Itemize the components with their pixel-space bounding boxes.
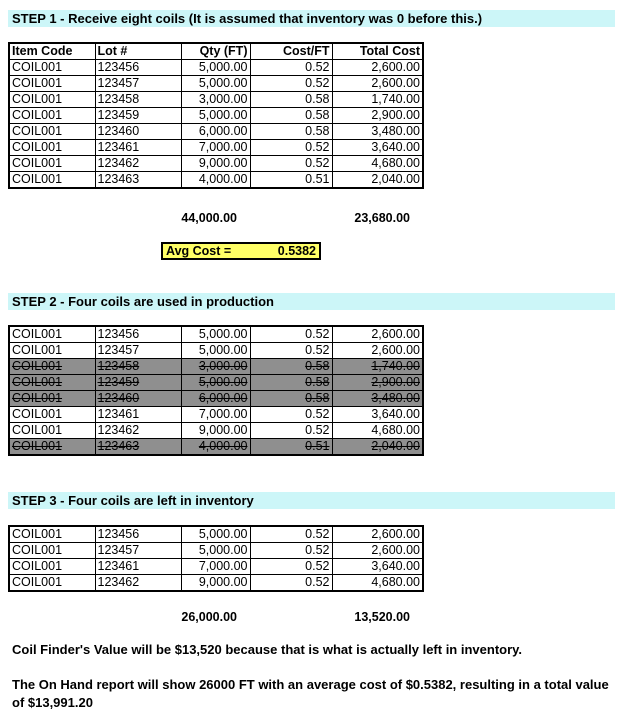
lot-cell: 123461 xyxy=(95,559,181,575)
step1-total-cost: 23,680.00 xyxy=(354,211,410,225)
item-code-cell: COIL001 xyxy=(9,326,95,343)
lot-cell: 123457 xyxy=(95,343,181,359)
lot-cell: 123462 xyxy=(95,156,181,172)
lot-cell: 123463 xyxy=(95,439,181,456)
cost-ft-cell: 0.52 xyxy=(250,575,332,592)
on-hand-note: The On Hand report will show 26000 FT with an average cost of $0.5382, resulting in a total value of $13,991.20 xyxy=(12,677,609,710)
total-cost-cell: 3,480.00 xyxy=(332,391,423,407)
qty-cell: 3,000.00 xyxy=(181,92,250,108)
table-header-row xyxy=(9,43,423,60)
table-row xyxy=(9,343,423,359)
cost-ft-cell: 0.51 xyxy=(250,172,332,189)
cost-ft-cell: 0.52 xyxy=(250,423,332,439)
table-row xyxy=(9,407,423,423)
cost-ft-cell: 0.52 xyxy=(250,407,332,423)
total-cost-cell: 1,740.00 xyxy=(332,359,423,375)
qty-cell: 5,000.00 xyxy=(181,526,250,543)
qty-cell: 7,000.00 xyxy=(181,559,250,575)
step1-total-qty: 44,000.00 xyxy=(181,211,237,225)
qty-cell: 5,000.00 xyxy=(181,60,250,76)
item-code-cell: COIL001 xyxy=(9,439,95,456)
table-row xyxy=(9,359,423,375)
lot-cell: 123459 xyxy=(95,108,181,124)
table-row xyxy=(9,543,423,559)
table-row xyxy=(9,92,423,108)
table-row xyxy=(9,140,423,156)
step1-title: STEP 1 - Receive eight coils (It is assumed that inventory was 0 before this.) xyxy=(8,10,615,27)
table-row xyxy=(9,172,423,189)
item-code-cell: COIL001 xyxy=(9,543,95,559)
step3-table xyxy=(8,525,424,592)
qty-cell: 7,000.00 xyxy=(181,140,250,156)
table-row xyxy=(9,108,423,124)
item-code-cell: COIL001 xyxy=(9,559,95,575)
cost-ft-cell: 0.58 xyxy=(250,124,332,140)
lot-cell: 123456 xyxy=(95,60,181,76)
total-cost-cell: 2,040.00 xyxy=(332,439,423,456)
table-row xyxy=(9,439,423,456)
item-code-cell: COIL001 xyxy=(9,343,95,359)
step2-title: STEP 2 - Four coils are used in production xyxy=(8,293,615,310)
lot-cell: 123457 xyxy=(95,76,181,92)
header-item-code: Item Code xyxy=(9,43,95,60)
step3-total-qty: 26,000.00 xyxy=(181,610,237,624)
total-cost-cell: 3,640.00 xyxy=(332,407,423,423)
total-cost-cell: 2,600.00 xyxy=(332,343,423,359)
total-cost-cell: 3,640.00 xyxy=(332,140,423,156)
cost-ft-cell: 0.52 xyxy=(250,559,332,575)
lot-cell: 123461 xyxy=(95,140,181,156)
cost-ft-cell: 0.52 xyxy=(250,326,332,343)
qty-cell: 3,000.00 xyxy=(181,359,250,375)
total-cost-cell: 2,600.00 xyxy=(332,60,423,76)
table-row xyxy=(9,526,423,543)
cost-ft-cell: 0.58 xyxy=(250,359,332,375)
item-code-cell: COIL001 xyxy=(9,76,95,92)
item-code-cell: COIL001 xyxy=(9,140,95,156)
header-total-cost: Total Cost xyxy=(332,43,423,60)
lot-cell: 123457 xyxy=(95,543,181,559)
table-row xyxy=(9,76,423,92)
item-code-cell: COIL001 xyxy=(9,359,95,375)
lot-cell: 123459 xyxy=(95,375,181,391)
step2-table xyxy=(8,325,424,456)
table-row xyxy=(9,156,423,172)
total-cost-cell: 2,900.00 xyxy=(332,375,423,391)
total-cost-cell: 2,040.00 xyxy=(332,172,423,189)
step1-table xyxy=(8,42,424,189)
item-code-cell: COIL001 xyxy=(9,92,95,108)
table-row xyxy=(9,124,423,140)
table-row xyxy=(9,423,423,439)
qty-cell: 9,000.00 xyxy=(181,423,250,439)
cost-ft-cell: 0.52 xyxy=(250,343,332,359)
lot-cell: 123460 xyxy=(95,391,181,407)
header-lot: Lot # xyxy=(95,43,181,60)
table-row xyxy=(9,326,423,343)
qty-cell: 5,000.00 xyxy=(181,326,250,343)
coil-finder-note: Coil Finder's Value will be $13,520 because that is what is actually left in inventory. xyxy=(12,642,523,657)
qty-cell: 4,000.00 xyxy=(181,172,250,189)
item-code-cell: COIL001 xyxy=(9,423,95,439)
lot-cell: 123462 xyxy=(95,575,181,592)
avg-cost-label: Avg Cost = xyxy=(166,244,232,258)
cost-ft-cell: 0.58 xyxy=(250,108,332,124)
total-cost-cell: 3,480.00 xyxy=(332,124,423,140)
table-row xyxy=(9,375,423,391)
total-cost-cell: 2,600.00 xyxy=(332,76,423,92)
cost-ft-cell: 0.58 xyxy=(250,375,332,391)
cost-ft-cell: 0.52 xyxy=(250,60,332,76)
item-code-cell: COIL001 xyxy=(9,575,95,592)
lot-cell: 123460 xyxy=(95,124,181,140)
total-cost-cell: 2,600.00 xyxy=(332,326,423,343)
total-cost-cell: 1,740.00 xyxy=(332,92,423,108)
table-row xyxy=(9,575,423,592)
header-cost-ft: Cost/FT xyxy=(250,43,332,60)
total-cost-cell: 4,680.00 xyxy=(332,423,423,439)
lot-cell: 123463 xyxy=(95,172,181,189)
total-cost-cell: 4,680.00 xyxy=(332,575,423,592)
total-cost-cell: 2,600.00 xyxy=(332,543,423,559)
table-row xyxy=(9,559,423,575)
qty-cell: 7,000.00 xyxy=(181,407,250,423)
table-row xyxy=(9,391,423,407)
item-code-cell: COIL001 xyxy=(9,526,95,543)
lot-cell: 123458 xyxy=(95,359,181,375)
step3-title: STEP 3 - Four coils are left in inventory xyxy=(8,492,615,509)
cost-ft-cell: 0.52 xyxy=(250,526,332,543)
cost-ft-cell: 0.51 xyxy=(250,439,332,456)
cost-ft-cell: 0.52 xyxy=(250,140,332,156)
item-code-cell: COIL001 xyxy=(9,407,95,423)
cost-ft-cell: 0.58 xyxy=(250,92,332,108)
item-code-cell: COIL001 xyxy=(9,60,95,76)
total-cost-cell: 2,900.00 xyxy=(332,108,423,124)
lot-cell: 123461 xyxy=(95,407,181,423)
qty-cell: 9,000.00 xyxy=(181,156,250,172)
lot-cell: 123456 xyxy=(95,326,181,343)
cost-ft-cell: 0.58 xyxy=(250,391,332,407)
lot-cell: 123462 xyxy=(95,423,181,439)
item-code-cell: COIL001 xyxy=(9,108,95,124)
item-code-cell: COIL001 xyxy=(9,124,95,140)
item-code-cell: COIL001 xyxy=(9,391,95,407)
lot-cell: 123456 xyxy=(95,526,181,543)
header-qty: Qty (FT) xyxy=(181,43,250,60)
qty-cell: 5,000.00 xyxy=(181,343,250,359)
cost-ft-cell: 0.52 xyxy=(250,156,332,172)
qty-cell: 5,000.00 xyxy=(181,543,250,559)
item-code-cell: COIL001 xyxy=(9,172,95,189)
avg-cost-value: 0.5382 xyxy=(277,244,316,258)
step3-total-cost: 13,520.00 xyxy=(354,610,410,624)
cost-ft-cell: 0.52 xyxy=(250,543,332,559)
item-code-cell: COIL001 xyxy=(9,156,95,172)
total-cost-cell: 4,680.00 xyxy=(332,156,423,172)
table-row xyxy=(9,60,423,76)
qty-cell: 5,000.00 xyxy=(181,375,250,391)
qty-cell: 5,000.00 xyxy=(181,76,250,92)
cost-ft-cell: 0.52 xyxy=(250,76,332,92)
total-cost-cell: 2,600.00 xyxy=(332,526,423,543)
total-cost-cell: 3,640.00 xyxy=(332,559,423,575)
qty-cell: 4,000.00 xyxy=(181,439,250,456)
item-code-cell: COIL001 xyxy=(9,375,95,391)
qty-cell: 9,000.00 xyxy=(181,575,250,592)
qty-cell: 6,000.00 xyxy=(181,124,250,140)
qty-cell: 5,000.00 xyxy=(181,108,250,124)
avg-cost-box xyxy=(161,242,321,260)
lot-cell: 123458 xyxy=(95,92,181,108)
qty-cell: 6,000.00 xyxy=(181,391,250,407)
